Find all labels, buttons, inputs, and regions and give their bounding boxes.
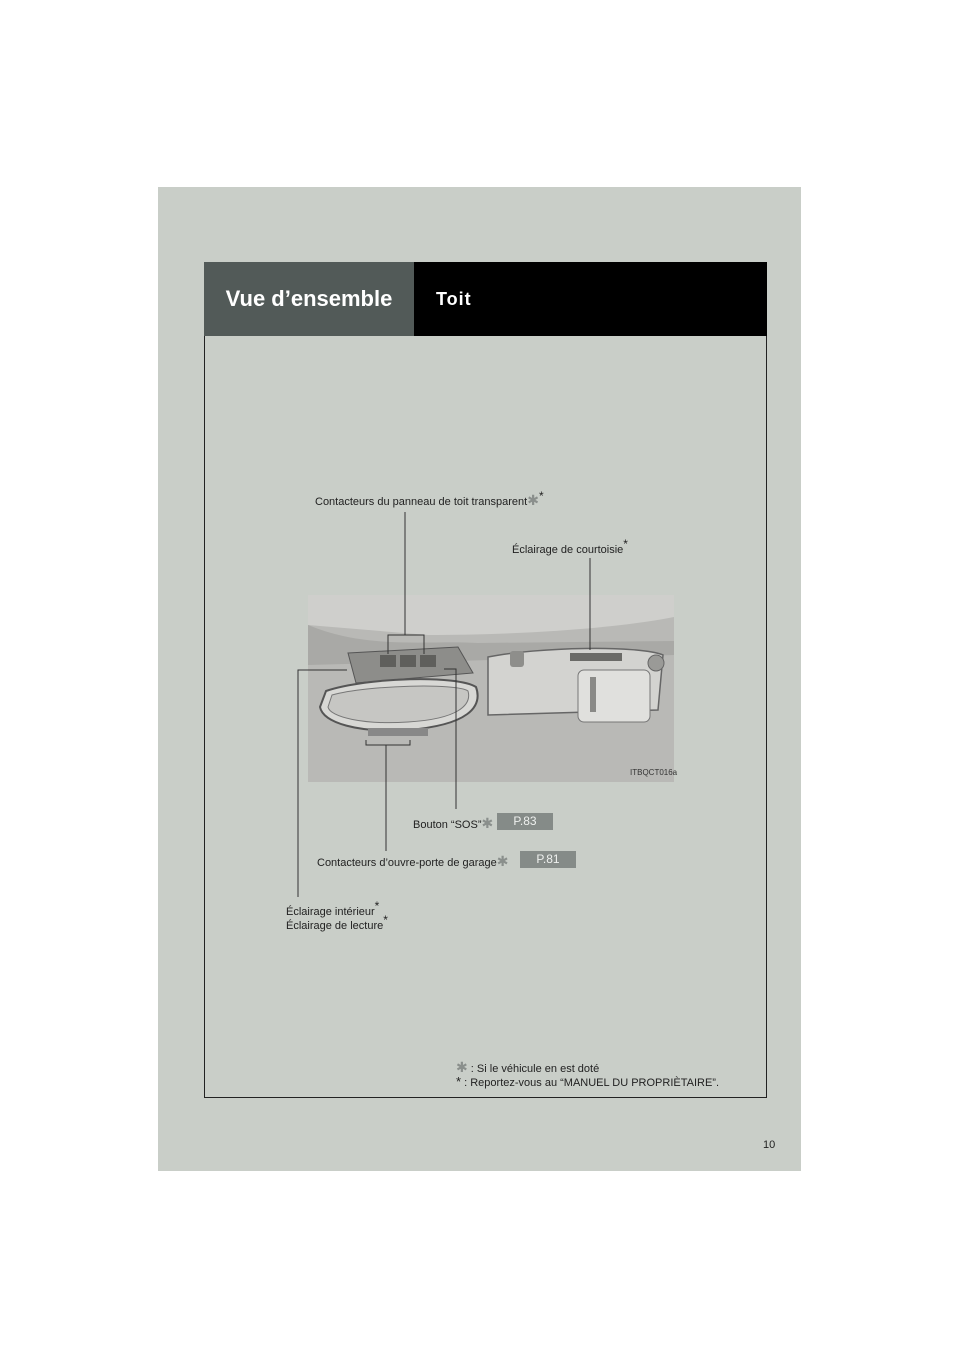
- gray-star-icon: ✱: [527, 492, 539, 508]
- black-star-icon: *: [623, 537, 628, 551]
- gray-star-icon: ✱: [481, 815, 494, 831]
- footnote-black-star: [456, 1074, 719, 1089]
- illustration-code: ITBQCT016a: [630, 768, 678, 777]
- black-star-icon: *: [374, 899, 380, 913]
- label-courtoisie: [512, 537, 628, 556]
- label-panneau: [315, 489, 544, 509]
- label-sos-text: Bouton “SOS”: [413, 819, 482, 831]
- ref-badge-garage[interactable]: P.81: [520, 851, 576, 868]
- roof-console-illustration: [308, 595, 674, 782]
- label-panneau-text: Contacteurs du panneau de toit transparent: [315, 496, 528, 508]
- ref-badge-sos[interactable]: P.83: [497, 813, 553, 830]
- label-interieur-text: Éclairage intérieur: [286, 906, 375, 918]
- label-lecture: [286, 913, 388, 932]
- gray-star-icon: ✱: [496, 853, 509, 869]
- footnote-black-star-text: : Reportez-vous au “MANUEL DU PROPRIÈTAIRE”.: [464, 1077, 720, 1089]
- label-garage-text: Contacteurs d’ouvre-porte de garage: [317, 857, 497, 869]
- page-title: Toit: [436, 288, 472, 309]
- black-star-icon: *: [383, 913, 388, 927]
- black-star-icon: *: [456, 1074, 462, 1089]
- page-number: 10: [763, 1139, 776, 1151]
- page-header: [204, 262, 767, 336]
- section-tab: Vue d’ensemble: [204, 262, 414, 336]
- label-garage: [317, 853, 509, 870]
- label-sos: [413, 815, 493, 832]
- footnote-gray-star-text: : Si le véhicule en est doté: [470, 1063, 600, 1075]
- black-star-icon: *: [538, 489, 544, 503]
- label-courtoisie-text: Éclairage de courtoisie: [512, 544, 624, 556]
- gray-star-icon: ✱: [456, 1059, 468, 1075]
- label-lecture-text: Éclairage de lecture: [286, 920, 384, 932]
